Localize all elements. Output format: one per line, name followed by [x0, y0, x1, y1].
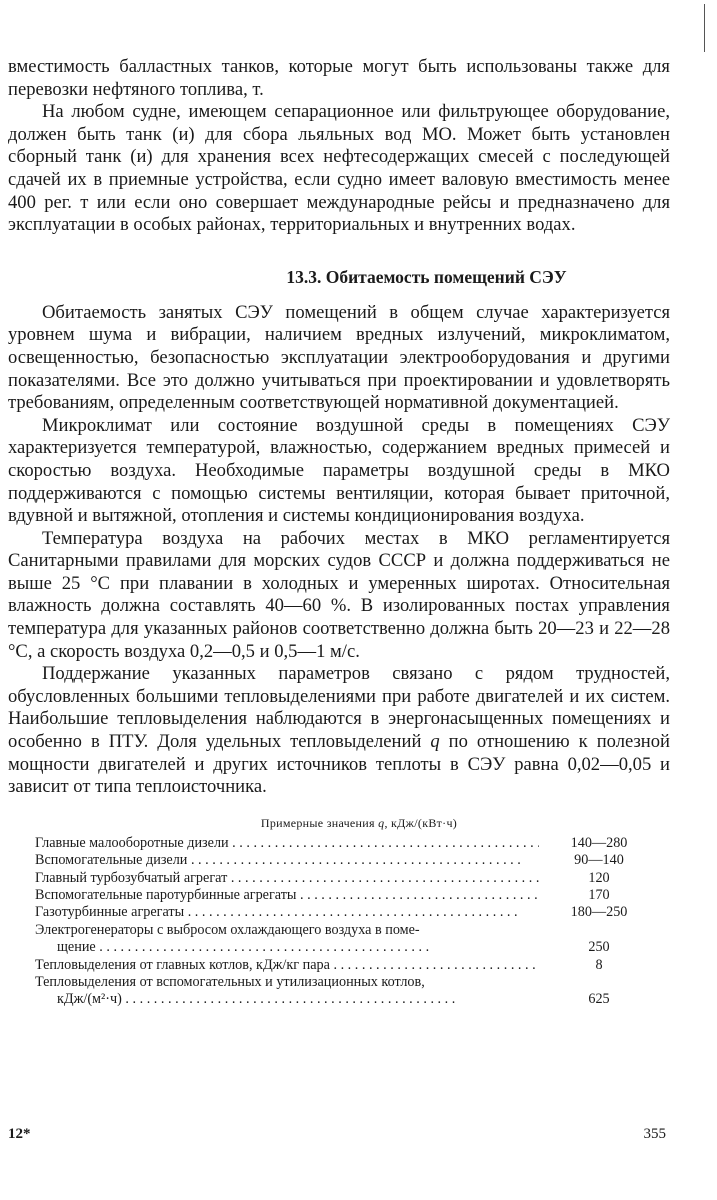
table-caption-text-b: , кДж/(кВт·ч): [384, 815, 458, 830]
row-value: 250: [588, 939, 610, 956]
row-name: Газотурбинные агрегаты . . .: [35, 904, 539, 921]
row-name-line2: щение . . .: [35, 939, 539, 956]
row-name-line2: кДж/(м²·ч) . . .: [35, 991, 539, 1008]
paragraph-habitability: Обитаемость занятых СЭУ помещений в общем случае характеризуется уровнем шума и вибрации, наличием вредных излучений, микроклиматом, освещенностью, безопасностью эксплуатации электрооборудования и другими показателями. Все это должно учитываться при проектировании и удовлетворять требованиям, определенным соответствующей нормативной документацией.: [8, 301, 670, 414]
row-value: 170: [588, 887, 610, 904]
row-name: Тепловыделения от главных котлов, кДж/кг пара . . .: [35, 957, 539, 974]
table-caption: [8, 816, 670, 831]
table-row: [35, 870, 670, 887]
row-value: 180—250: [570, 904, 628, 921]
heat-release-text-a: Поддержание указанных параметров связано с рядом трудностей, обусловленных большими тепловыделениями при работе двигателей и их систем. Наибольшие тепловыделения наблюдаются в энергонасыщенных помещениях и особенно в ПТУ. Доля удельных тепловыделений: [8, 663, 670, 753]
row-value: 90—140: [574, 852, 624, 869]
paragraph-heat-release: [8, 663, 670, 799]
row-name-multiline: [35, 974, 539, 1009]
row-name-multiline: [35, 922, 539, 957]
paragraph-continuation: вместимость балластных танков, которые могут быть использованы также для перевозки нефтяного топлива, т.: [8, 56, 670, 100]
table-caption-variable: q: [378, 815, 385, 830]
row-name: Главные малооборотные дизели . . .: [35, 835, 539, 852]
heat-values-table: [8, 835, 670, 1009]
table-row: [35, 887, 670, 904]
page-body: [8, 56, 670, 1009]
page-footer: [8, 1126, 666, 1143]
row-name-line1: Тепловыделения от вспомогательных и утилизационных котлов,: [35, 974, 425, 991]
table-caption-text-a: Примерные значения: [260, 815, 379, 830]
section-heading: 13.3. Обитаемость помещений СЭУ: [286, 266, 567, 287]
row-value: 625: [588, 991, 610, 1008]
table-row: [35, 974, 670, 1009]
row-value: 8: [595, 956, 603, 973]
paragraph-temperature: Температура воздуха на рабочих местах в МКО регламентируется Санитарными правилами для морских судов СССР и должна поддерживаться не выше 25 °С при плавании в холодных и умеренных широтах. Относительная влажность должна составлять 40—60 %. В изолированных постах управления температура для указанных районов соответственно должна быть 20—23 и 22—28 °С, а скорость воздуха 0,2—0,5 и 0,5—1 м/с.: [8, 527, 670, 662]
variable-q: q: [430, 731, 440, 753]
table-row: [35, 835, 670, 852]
table-row: [35, 904, 670, 921]
page-number: 355: [643, 1126, 666, 1142]
heat-release-text-b: по отношению к полезной мощности двигателей и других источников теплоты в СЭУ равна 0,02—0,05 и зависит от типа теплоисточника.: [8, 731, 671, 798]
table-row: [35, 852, 670, 869]
row-value: 120: [588, 869, 610, 886]
scan-edge-mark: [704, 4, 705, 52]
row-name: Главный турбозубчатый агрегат . . .: [35, 870, 539, 887]
row-name: Вспомогательные дизели . . .: [35, 852, 539, 869]
table-row: [35, 957, 670, 974]
table-row: [35, 922, 670, 957]
row-name: Вспомогательные паротурбинные агрегаты . . .: [35, 887, 539, 904]
signature-mark: 12*: [8, 1126, 31, 1142]
paragraph-microclimate: Микроклимат или состояние воздушной среды в помещениях СЭУ характеризуется температурой, влажностью, содержанием вредных примесей и скоростью воздуха. Необходимые параметры воздушной среды в МКО поддерживаются с помощью системы вентиляции, которая бывает приточной, вдувной и вытяжной, отопления и системы кондиционирования воздуха.: [8, 414, 670, 527]
paragraph-oil-tank: На любом судне, имеющем сепарационное или фильтрующее оборудование, должен быть танк (и) для сбора льяльных вод МО. Может быть установлен сборный танк (и) для хранения всех нефтесодержащих смесей с последующей сдачей их в приемные устройства, если судно имеет валовую вместимость менее 400 рег. т или если оно совершает международные рейсы и предназначено для эксплуатации в особых районах, территориальных и внутренних водах.: [8, 101, 670, 236]
row-name-line1: Электрогенераторы с выбросом охлаждающего воздуха в поме-: [35, 921, 420, 938]
row-value: 140—280: [570, 834, 628, 851]
